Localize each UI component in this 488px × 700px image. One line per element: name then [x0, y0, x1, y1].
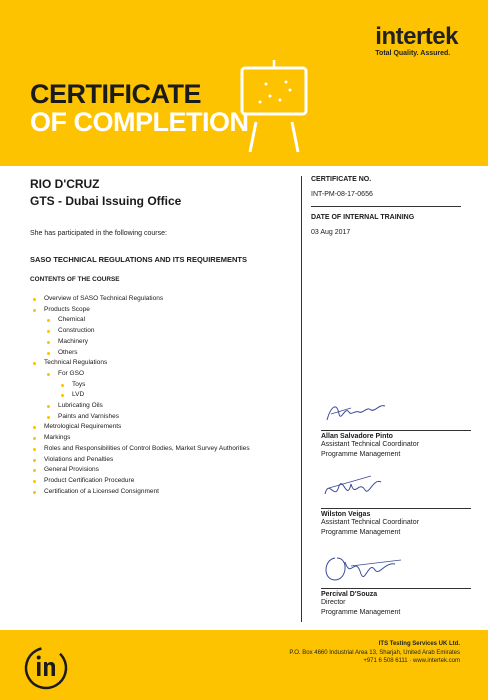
easel-board-icon	[236, 60, 316, 156]
bullet-icon	[33, 469, 36, 472]
participation-text: She has participated in the following course:	[30, 230, 167, 237]
signature-line	[321, 588, 471, 589]
list-item: Overview of SASO Technical Regulations	[30, 294, 290, 305]
signature-line	[321, 508, 471, 509]
bullet-icon	[47, 373, 50, 376]
signatory-block	[321, 472, 471, 538]
signatory-department: Programme Management	[321, 451, 401, 458]
certificate-info	[311, 176, 461, 236]
list-item: Construction	[44, 326, 290, 337]
contents-list	[30, 294, 290, 497]
footer-address	[289, 640, 460, 666]
signatory-block	[321, 550, 471, 618]
brand-tagline: Total Quality. Assured.	[375, 50, 451, 57]
intertek-logo	[375, 23, 458, 57]
signature-image	[321, 396, 401, 426]
intertek-in-logo-icon	[22, 644, 70, 692]
signatory-name: Wilston Veigas	[321, 511, 371, 518]
list-item: Product Certification Procedure	[30, 476, 290, 487]
signatory-name: Allan Salvadore Pinto	[321, 433, 393, 440]
bullet-icon	[33, 448, 36, 451]
list-item: For GSO Toys LVD	[44, 369, 290, 401]
contents-heading: CONTENTS OF THE COURSE	[30, 276, 120, 283]
certificate-no-label: CERTIFICATE NO.	[311, 176, 372, 183]
certificate-number: INT-PM-08-17-0656	[311, 191, 373, 198]
signature-image	[321, 472, 391, 506]
bullet-icon	[47, 319, 50, 322]
signatory-role: Assistant Technical Coordinator	[321, 441, 419, 448]
signature-line	[321, 430, 471, 431]
list-item: Certification of a Licensed Consignment	[30, 487, 290, 498]
brand-name: intertek	[375, 23, 458, 50]
signatory-department: Programme Management	[321, 609, 401, 616]
title-line-1: CERTIFICATE	[30, 79, 201, 109]
bullet-icon	[33, 437, 36, 440]
list-item: Violations and Penalties	[30, 455, 290, 466]
list-item: General Provisions	[30, 465, 290, 476]
bullet-icon	[33, 491, 36, 494]
bullet-icon	[33, 362, 36, 365]
list-item: Toys	[58, 380, 290, 391]
footer-banner	[0, 630, 488, 700]
bullet-icon	[47, 352, 50, 355]
issuing-office: GTS - Dubai Issuing Office	[30, 194, 182, 208]
address-line: P.O. Box 4660 Industrial Area 13, Sharjah, United Arab Emirates	[289, 649, 460, 656]
list-item: Paints and Varnishes	[44, 412, 290, 423]
training-date-label: DATE OF INTERNAL TRAINING	[311, 214, 415, 221]
bullet-icon	[47, 330, 50, 333]
list-item: Chemical	[44, 315, 290, 326]
signatory-department: Programme Management	[321, 529, 401, 536]
list-item: Machinery	[44, 337, 290, 348]
list-item: Technical Regulations For GSO Toys LVD Lubricating Oils Paints and Varnishes	[30, 358, 290, 422]
bullet-icon	[47, 416, 50, 419]
bullet-icon	[47, 341, 50, 344]
training-date: 03 Aug 2017	[311, 229, 351, 236]
list-item: Products Scope Chemical Construction Machinery Others	[30, 305, 290, 359]
company-name: ITS Testing Services UK Ltd.	[378, 641, 460, 647]
signature-image	[321, 550, 411, 586]
signatory-block	[321, 396, 471, 460]
title-line-2: OF COMPLETION	[30, 107, 249, 137]
recipient-name: RIO D'CRUZ	[30, 177, 100, 191]
divider	[311, 206, 461, 207]
course-title: SASO TECHNICAL REGULATIONS AND ITS REQUIREMENTS	[30, 255, 247, 264]
signatory-role: Director	[321, 599, 346, 606]
bullet-icon	[47, 405, 50, 408]
certificate-title	[30, 80, 249, 136]
bullet-icon	[33, 426, 36, 429]
list-item: Others	[44, 348, 290, 359]
list-item: Lubricating Oils	[44, 401, 290, 412]
signatory-name: Percival D'Souza	[321, 591, 378, 598]
bullet-icon	[33, 298, 36, 301]
bullet-icon	[33, 480, 36, 483]
list-item: Markings	[30, 433, 290, 444]
signatory-role: Assistant Technical Coordinator	[321, 519, 419, 526]
bullet-icon	[33, 309, 36, 312]
column-divider	[301, 176, 302, 622]
contact-line: +971 6 508 6111 · www.intertek.com	[363, 658, 460, 664]
list-item: LVD	[58, 390, 290, 401]
list-item: Metrological Requirements	[30, 422, 290, 433]
course-details	[30, 176, 290, 497]
header-banner	[0, 0, 488, 166]
bullet-icon	[33, 459, 36, 462]
bullet-icon	[61, 384, 64, 387]
list-item: Roles and Responsibilities of Control Bodies, Market Survey Authorities	[30, 444, 290, 455]
bullet-icon	[61, 394, 64, 397]
